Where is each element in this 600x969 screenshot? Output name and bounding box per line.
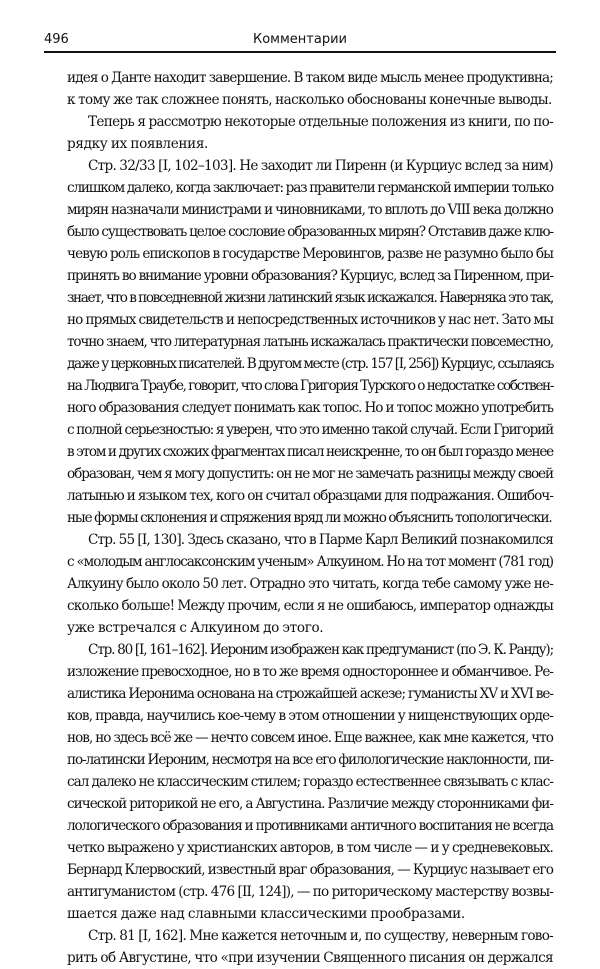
text-line: рить об Августине, что «при изучении Священного писания он держался bbox=[67, 950, 553, 966]
text-line: но прямых свидетельств и непосредственных источников у нас нет. Зато мы bbox=[67, 312, 553, 328]
body-text bbox=[67, 67, 553, 969]
text-line: с полной серьезностью: я уверен, что это именно такой случай. Если Григорий bbox=[67, 422, 553, 438]
text-line: идея о Данте находит завершение. В таком виде мысль менее продуктивна; bbox=[67, 70, 553, 86]
text-line: чевую роль епископов в государстве Меровингов, разве не разумно было бы bbox=[67, 246, 553, 262]
text-line: Стр. 81 [I, 162]. Мне кажется неточным и, по существу, неверным гово- bbox=[88, 928, 553, 944]
text-line: даже у церковных писателей. В другом месте (стр. 157 [I, 256]) Курциус, ссылаясь bbox=[67, 356, 553, 372]
text-line: нов, но здесь всё же — нечто совсем иное. Еще важнее, как мне кажется, что bbox=[67, 730, 553, 746]
text-line: Стр. 55 [I, 130]. Здесь сказано, что в Парме Карл Великий познакомился bbox=[88, 532, 553, 548]
text-line: в этом и других схожих фрагментах писал неискренне, то он был гораздо менее bbox=[67, 444, 553, 460]
text-line: слишком далеко, когда заключает: раз правители германской империи только bbox=[67, 180, 553, 196]
running-title: Комментарии bbox=[253, 32, 347, 47]
text-line: сал далеко не классическим стилем; гораздо естественнее связывать с клас- bbox=[67, 774, 553, 790]
text-line: лологического образования и противниками античного воспитания не всегда bbox=[67, 818, 553, 834]
text-line: шается даже над славными классическими прообразами. bbox=[67, 906, 465, 922]
text-line: Алкуину было около 50 лет. Отрадно это читать, когда тебе самому уже не- bbox=[67, 576, 553, 592]
text-line: сколько больше! Между прочим, если я не ошибаюсь, император однажды bbox=[67, 598, 553, 614]
text-line: знает, что в повседневной жизни латинский язык искажался. Наверняка это так, bbox=[67, 290, 553, 306]
text-line: латынью и языком тех, кого он считал образцами для подражания. Ошибоч- bbox=[67, 488, 553, 504]
text-line: алистика Иеронима основана на строжайшей аскезе; гуманисты XV и XVI ве- bbox=[67, 686, 553, 702]
text-line: ков, правда, научились кое-чему в этом отношении у нищенствующих орде- bbox=[67, 708, 553, 724]
text-line: рядку их появления. bbox=[67, 136, 209, 152]
text-line: ные формы склонения и спряжения вряд ли можно объяснить топологически. bbox=[67, 510, 552, 526]
page-number: 496 bbox=[44, 32, 69, 47]
text-line: антигуманистом (стр. 476 [II, 124]), — по риторическому мастерству возвы- bbox=[67, 884, 553, 900]
text-line: сической риторикой не его, а Августина. Различие между сторонниками фи- bbox=[67, 796, 553, 812]
header-rule bbox=[44, 51, 556, 53]
running-head bbox=[44, 32, 556, 50]
text-line: было существовать целое сословие образованных мирян? Отставив даже клю- bbox=[67, 224, 553, 240]
text-line: с «молодым англосаксонским ученым» Алкуином. Но на тот момент (781 год) bbox=[67, 554, 553, 570]
text-line: ного образования следует понимать как топос. Но и топос можно употребить bbox=[67, 400, 553, 416]
text-line: уже встречался с Алкуином до этого. bbox=[67, 620, 324, 636]
text-line: принять во внимание уровни образования? Курциус, вслед за Пиренном, при- bbox=[67, 268, 553, 284]
text-line: Бернард Клервоский, известный враг образования, — Курциус называет его bbox=[67, 862, 553, 878]
text-line: Стр. 32/33 [I, 102–103]. Не заходит ли Пиренн (и Курциус вслед за ним) bbox=[88, 158, 553, 174]
text-line: точно знаем, что литературная латынь искажалась практически повсеместно, bbox=[67, 334, 553, 350]
text-line: изложение превосходное, но в то же время одностороннее и обманчивое. Ре- bbox=[67, 664, 553, 680]
text-line: четко выражено у христианских авторов, в том числе — и у средневековых. bbox=[67, 840, 553, 856]
text-line: мирян назначали министрами и чиновниками, то вплоть до VIII века должно bbox=[67, 202, 553, 218]
text-line: по-латински Иероним, несмотря на все его филологические наклонности, пи- bbox=[67, 752, 553, 768]
text-line: Стр. 80 [I, 161–162]. Иероним изображен как предгуманист (по Э. К. Ранду); bbox=[88, 642, 553, 658]
text-line: на Людвига Траубе, говорит, что слова Григория Турского о недостатке собствен- bbox=[67, 378, 553, 394]
text-line: образован, чем я могу допустить: он не мог не замечать разницы между своей bbox=[67, 466, 553, 482]
text-line: к тому же так сложнее понять, насколько обоснованы конечные выводы. bbox=[67, 92, 552, 108]
text-line: Теперь я рассмотрю некоторые отдельные положения из книги, по по- bbox=[88, 114, 553, 130]
